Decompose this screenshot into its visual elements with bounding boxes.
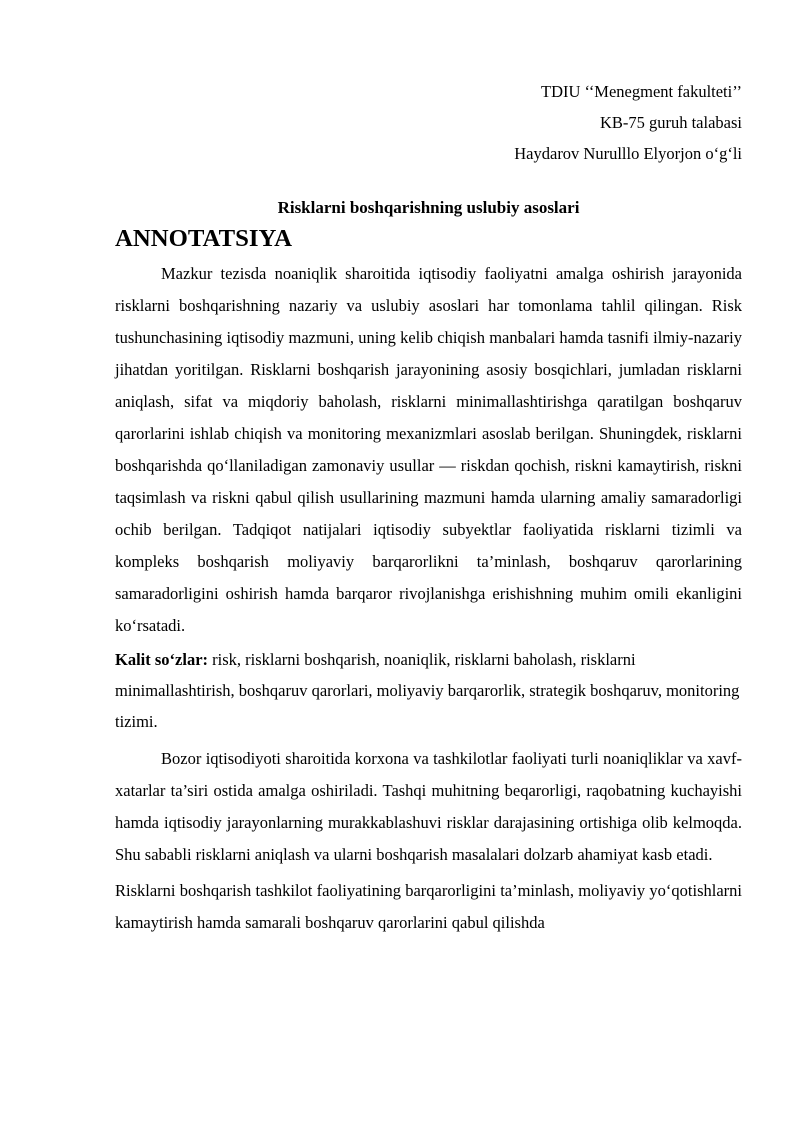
keywords-label: Kalit so‘zlar: [115,650,209,669]
keywords-paragraph [115,644,742,737]
document-title: Risklarni boshqarishning uslubiy asoslari [277,198,580,217]
author-group: KB-75 guruh talabasi [599,113,742,132]
body-paragraph-1: Bozor iqtisodiyoti sharoitida korxona va tashkilotlar faoliyati turli noaniqliklar va xavf-xatarlar ta’siri ostida amalga oshiriladi. Tashqi muhitning beqarorligi, raqobatning kuchayishi hamda iqtisodiy jarayonlarning murakkablashuvi risklar darajasining ortishiga olib kelmoqda. Shu sababli risklarni aniqlash va ularni boshqarish masalalari dolzarb ahamiyat kasb etadi. [115,749,742,864]
annotation-heading: ANNOTATSIYA [115,225,292,252]
annotation-text: Mazkur tezisda noaniqlik sharoitida iqtisodiy faoliyatni amalga oshirish jarayonida risklarni boshqarishning nazariy va uslubiy asoslari har tomonlama tahlil qilingan. Risk tushunchasining iqtisodiy mazmuni, uning kelib chiqish manbalari hamda tasnifi ilmiy-nazariy jihatdan yoritilgan. Risklarni boshqarish jarayonining asosiy bosqichlari, jumladan risklarni aniqlash, sifat va miqdoriy baholash, risklarni minimallashtirishga qaratilgan boshqaruv qarorlarini ishlab chiqish va monitoring mexanizmlari asoslab berilgan. Shuningdek, risklarni boshqarishda qo‘llaniladigan zamonaviy usullar — riskdan qochish, riskni kamaytirish, riskni taqsimlash va riskni qabul qilish usullarining mazmuni hamda ularning amaliy samaradorligi ochib berilgan. Tadqiqot natijalari iqtisodiy subyektlar faoliyatida risklarni tizimli va kompleks boshqarish moliyaviy barqarorlikni ta’minlash, boshqaruv qarorlarining samaradorligini oshirish hamda barqaror rivojlanishga erishishning muhim omili ekanligini ko‘rsatadi. [115,264,742,635]
author-faculty: TDIU ‘‘Menegment fakulteti’’ [541,82,742,101]
author-block [115,76,742,169]
document-page [115,76,742,939]
keywords-text: risk, risklarni boshqarish, noaniqlik, risklarni baholash, risklarni minimallashtirish, boshqaruv qarorlari, moliyaviy barqarorlik, strategik boshqaruv, monitoring tizimi. [115,650,740,731]
author-name: Haydarov Nurulllo Elyorjon o‘g‘li [514,144,742,163]
body-paragraph-2: Risklarni boshqarish tashkilot faoliyatining barqarorligini ta’minlash, moliyaviy yo‘qotishlarni kamaytirish hamda samarali boshqaruv qarorlarini qabul qilishda [115,881,742,932]
